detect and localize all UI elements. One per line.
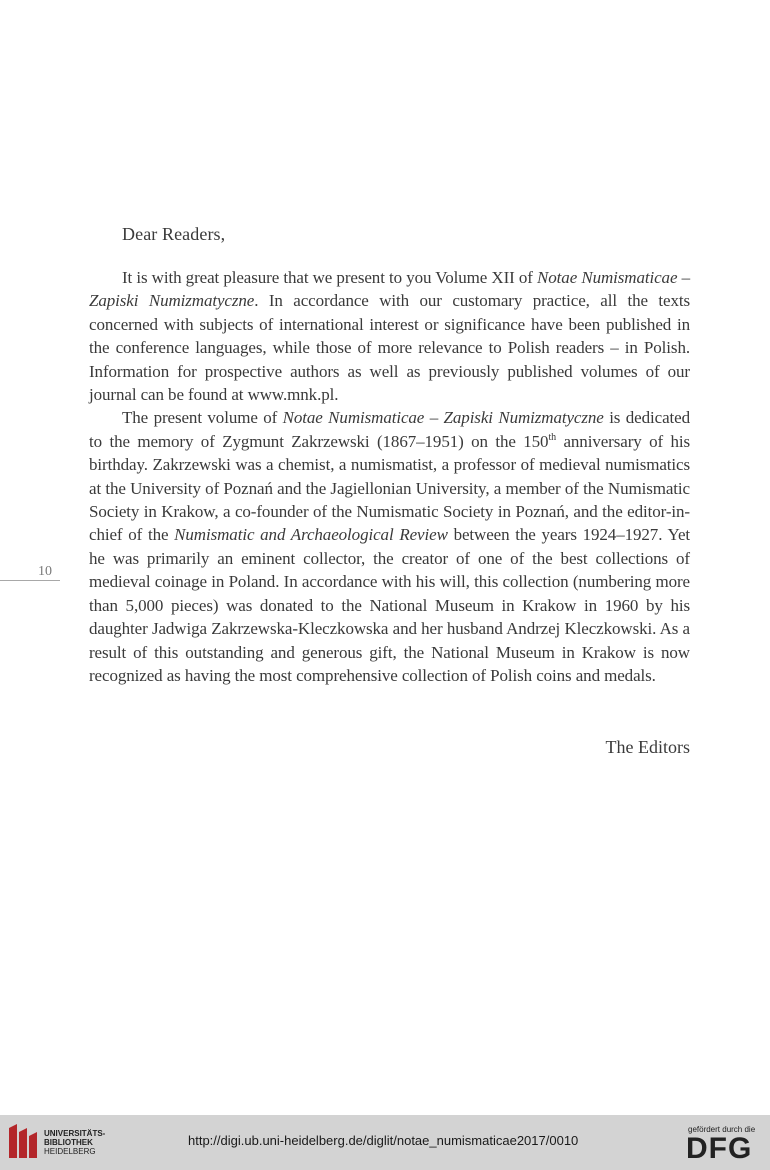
permalink-url[interactable]: http://digi.ub.uni-heidelberg.de/diglit/notae_numismaticae2017/0010	[188, 1133, 579, 1148]
paragraph-1	[89, 266, 690, 406]
page-number-rule	[0, 580, 60, 581]
paragraph-1-text-a: It is with great pleasure that we present to you Volume XII of	[122, 268, 538, 287]
journal-title: Notae Numismaticae – Zapiski Numizmatyczne	[89, 268, 690, 311]
letter-greeting: Dear Readers,	[122, 224, 226, 244]
paragraph-2-text-a: The present volume of	[122, 408, 283, 428]
paragraph-1-text-b: . In accordance with our customary practice, all the texts concerned with subjects of international interest or significance have been published in the conference languages, while those of more relevance to Polish readers – in Polish. Information for prospective authors as well as previously published volumes of our journal can be found at www.mnk.pl.	[89, 291, 691, 405]
funding-caption: gefördert durch die	[688, 1125, 756, 1134]
journal-title: Notae Numismaticae – Zapiski Numizmatyczne	[282, 408, 604, 428]
paragraph-2-text-d: between the years 1924–1927. Yet he was primarily an eminent collector, the creator of one of the best collections of medieval coinage in Poland. In accordance with his will, this collection (numbering more than 5,000 pieces) was donated to the National Museum in Krakow in 1960 by his daughter Jadwiga Zakrzewska-Kleczkowska and her husband Andrzej Kleczkowski. As a result of this outstanding and generous gift, the National Museum in Krakow is now recognized as having the most comprehensive collection of Polish coins and medals.	[89, 525, 691, 685]
ordinal-suffix: th	[548, 431, 557, 443]
letter-signature: The Editors	[605, 737, 690, 757]
letter-body	[89, 266, 690, 687]
library-name: UNIVERSITÄTS- BIBLIOTHEK HEIDELBERG	[44, 1129, 106, 1156]
review-title: Numismatic and Archaeological Review	[174, 525, 448, 545]
paragraph-2-text-c: anniversary of his birthday. Zakrzewski was a chemist, a numismatist, a professor of medieval numismatics at the University of Poznań and the Jagiellonian University, a member of the Numismatic Society in Krakow, a co-founder of the Numismatic Society in Poznań, and the editor-in-chief of the	[89, 431, 690, 545]
page-number: 10	[38, 564, 52, 579]
paragraph-2	[89, 406, 690, 687]
dfg-logo[interactable]: DFG	[686, 1132, 753, 1165]
paragraph-2-text-b: is dedicated to the memory of Zygmunt Zakrzewski (1867–1951) on the 150	[89, 408, 690, 451]
university-library-logo-icon[interactable]	[7, 1122, 39, 1160]
viewer-footer	[0, 1115, 770, 1170]
